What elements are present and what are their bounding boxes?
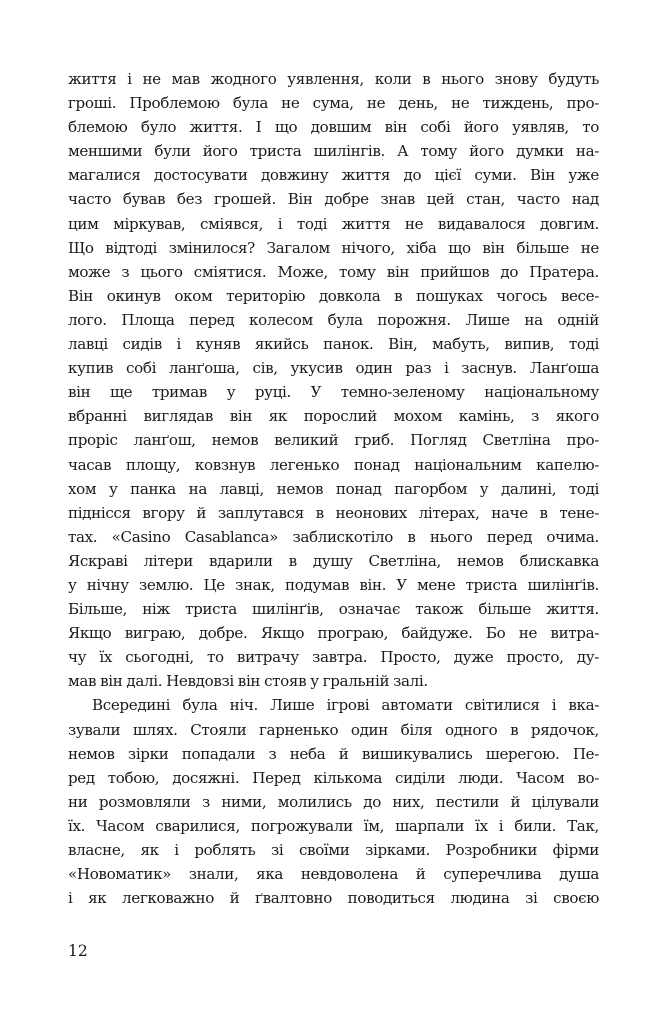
text-line: чу їх сьогодні, то витрачу завтра. Просто, дуже просто, ду- <box>68 648 599 667</box>
page-number: 12 <box>68 942 88 960</box>
paragraph <box>68 693 599 910</box>
text-line: вбранні виглядав він як порослий мохом камінь, з якого <box>68 407 599 426</box>
text-line: Він окинув оком територію довкола в пошуках чогось весе- <box>68 286 599 305</box>
text-line: ред тобою, досяжні. Перед кількома сиділи люди. Часом во- <box>68 768 599 787</box>
text-line: ни розмовляли з ними, молились до них, пестили й цілували <box>68 792 599 811</box>
text-line: Що відтоді змінилося? Загалом нічого, хіба що він більше не <box>68 238 599 257</box>
text-line: Більше, ніж триста шилінґів, означає також більше життя. <box>68 600 599 619</box>
text-line: зували шлях. Стояли гарненько один біля одного в рядочок, <box>68 720 599 739</box>
text-line: цим міркував, сміявся, і тоді життя не видавалося довгим. <box>68 214 599 233</box>
text-line: купив собі ланґоша, сів, укусив один раз і заснув. Ланґоша <box>68 359 599 378</box>
text-line: немов зірки попадали з неба й вишикувались шерегою. Пе- <box>68 744 599 763</box>
text-line: часав площу, ковзнув легенько понад національним капелю- <box>68 455 599 474</box>
text-line: проріс ланґош, немов великий гриб. Погляд Светліна про- <box>68 431 599 450</box>
text-line: мав він далі. Невдовзі він стояв у гральній залі. <box>68 672 428 691</box>
text-line: життя і не мав жодного уявлення, коли в нього знову будуть <box>68 70 599 88</box>
text-line: хом у панка на лавці, немов понад пагорбом у далині, тоді <box>68 479 599 498</box>
body-text <box>68 67 599 910</box>
text-line: Яскраві літери вдарили в душу Светліна, немов блискавка <box>68 551 599 570</box>
text-line: їх. Часом сварилися, погрожували їм, шарпали їх і били. Так, <box>68 816 599 835</box>
paragraph <box>68 67 599 693</box>
text-line: він ще тримав у руці. У темно-зеленому національному <box>68 383 599 402</box>
text-line: блемою було життя. І що довшим він собі його уявляв, то <box>68 118 599 137</box>
text-line: часто бував без грошей. Він добре знав цей стан, часто над <box>68 190 599 209</box>
text-line: Якщо виграю, добре. Якщо програю, байдуже. Бо не витра- <box>68 624 599 643</box>
text-line: гроші. Проблемою була не сума, не день, не тиждень, про- <box>68 94 599 113</box>
text-line: лавці сидів і куняв якийсь панок. Він, мабуть, випив, тоді <box>68 335 599 354</box>
text-line: «Новоматик» знали, яка невдоволена й суперечлива душа <box>68 865 599 884</box>
text-line: власне, як і роблять зі своїми зірками. Розробники фірми <box>68 841 599 859</box>
text-line: у нічну землю. Це знак, подумав він. У мене триста шилінґів. <box>68 575 599 594</box>
text-line: Всередині була ніч. Лише ігрові автомати світилися і вка- <box>92 696 599 715</box>
text-line: тах. «Casino Casablanca» заблискотіло в нього перед очима. <box>68 527 599 546</box>
text-line: піднісся вгору й заплутався в неонових літерах, наче в тене- <box>68 503 599 522</box>
text-line: магалися достосувати довжину життя до цієї суми. Він уже <box>68 166 599 185</box>
text-line: може з цього сміятися. Може, тому він прийшов до Пратера. <box>68 262 599 281</box>
text-line: лого. Площа перед колесом була порожня. Лише на одній <box>68 310 599 329</box>
text-line: меншими були його триста шилінгів. А тому його думки на- <box>68 142 599 161</box>
text-line: і як легковажно й ґвалтовно поводиться людина зі своєю <box>68 889 599 908</box>
